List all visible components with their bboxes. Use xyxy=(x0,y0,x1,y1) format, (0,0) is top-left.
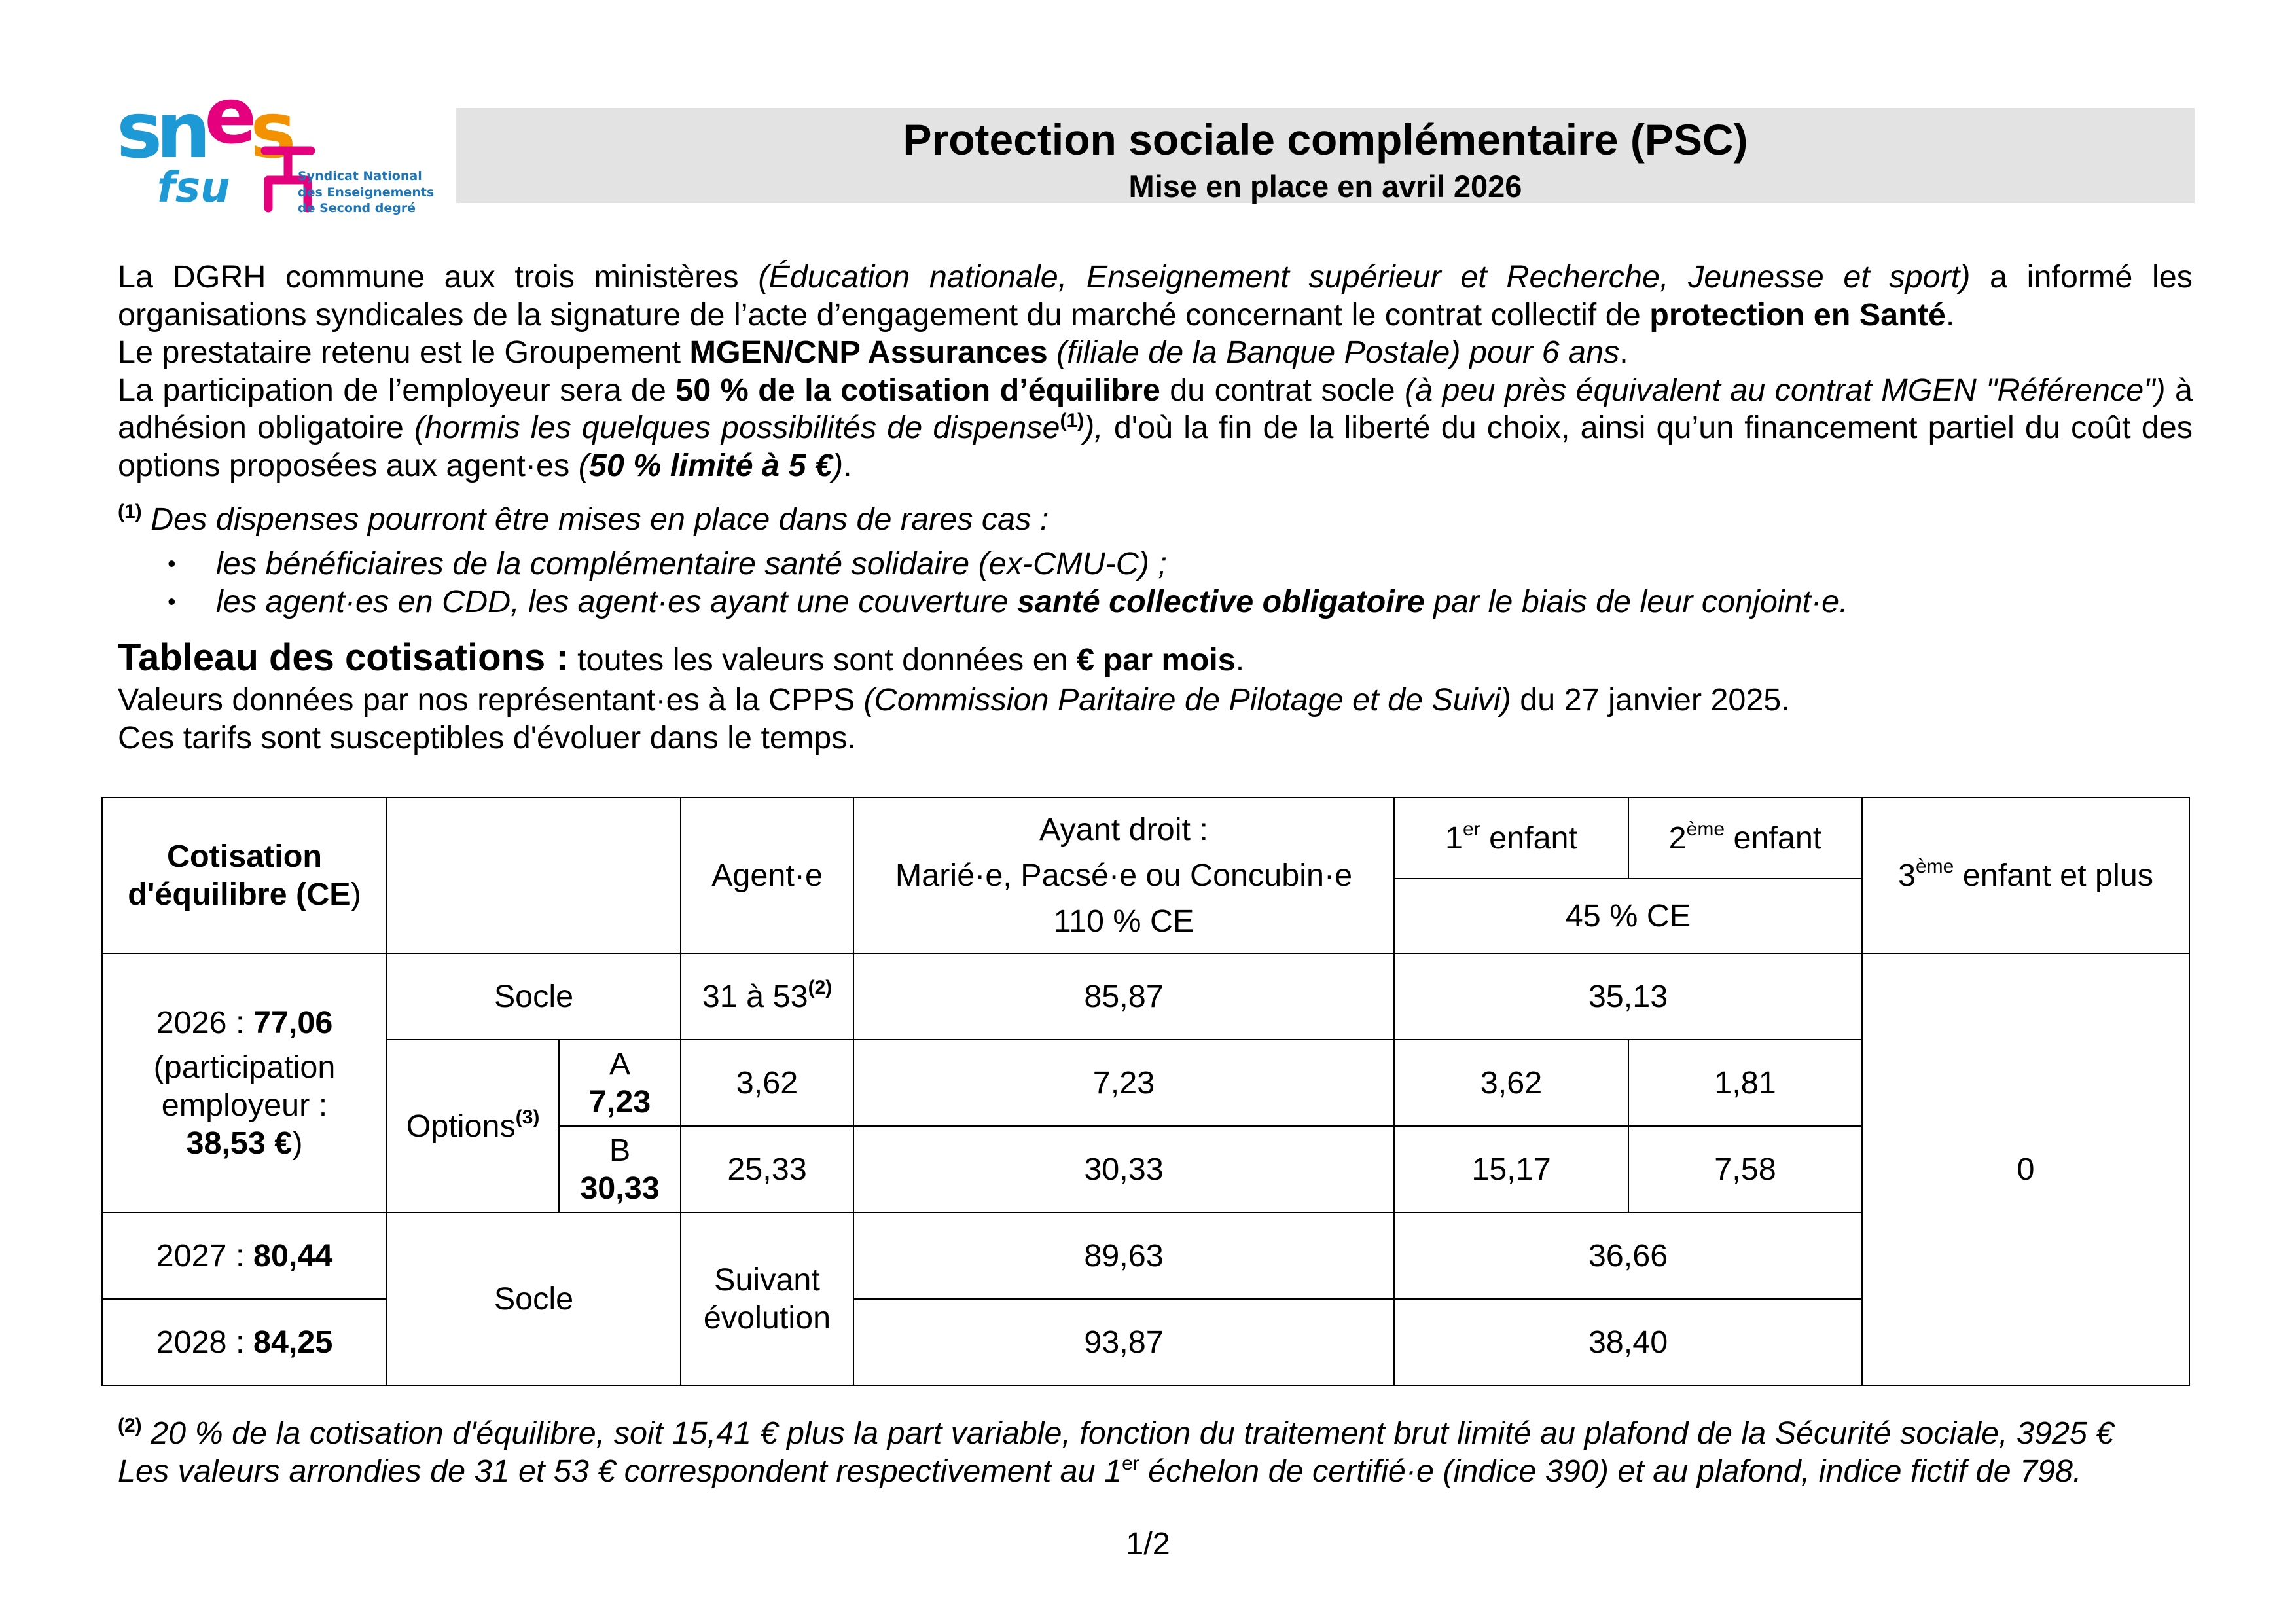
bullet-icon: • xyxy=(168,588,176,615)
header-ce xyxy=(102,797,387,953)
cell-option-b xyxy=(559,1126,681,1213)
cell-socle: Socle xyxy=(387,953,681,1040)
text-run: 50 % limité à 5 € xyxy=(588,447,833,483)
dispense-note xyxy=(118,501,1049,538)
text-run: échelon de certifié·e (indice 390) et au plafond, indice fictif de 798. xyxy=(1139,1453,2082,1489)
text-run: Cotisation d'équilibre ( xyxy=(128,839,323,912)
text-run: 77,06 xyxy=(253,1005,333,1040)
text-run: 3 xyxy=(1897,858,1916,893)
text-run: ( xyxy=(578,447,589,483)
tableau-line: Ces tarifs sont susceptibles d'évoluer dans le temps. xyxy=(118,720,857,756)
page-title: Protection sociale complémentaire (PSC) xyxy=(903,115,1748,164)
logo-letter-n: n xyxy=(156,85,205,175)
cell-2028-ayant: 93,87 xyxy=(853,1299,1394,1385)
footnote-marker: (1) xyxy=(118,501,142,522)
text-run: . xyxy=(843,447,852,483)
header-ayant-droit xyxy=(853,797,1394,953)
cotisations-table xyxy=(101,797,2190,1386)
header-empty xyxy=(387,797,681,953)
text-run: ), xyxy=(1084,410,1103,445)
text-run: (à peu près équivalent au contrat MGEN "Référence") xyxy=(1405,372,2166,408)
text-run: La DGRH commune aux trois ministères xyxy=(118,259,759,295)
text-run: Marié·e, Pacsé·e ou Concubin·e xyxy=(895,858,1353,893)
text-run: 2 xyxy=(1668,820,1687,856)
text-run: ème xyxy=(1686,818,1725,840)
bullet-icon: • xyxy=(168,550,176,577)
intro-paragraph-dgrh xyxy=(118,259,2193,334)
tableau-subtext xyxy=(118,681,1790,757)
text-run: MGEN/CNP Assurances xyxy=(689,335,1048,370)
text-run: toutes les valeurs sont données en xyxy=(568,642,1077,678)
dispense-list xyxy=(118,545,1848,621)
text-run: 38,53 € xyxy=(186,1125,293,1161)
text-run: 84,25 xyxy=(253,1324,333,1360)
text-run: du contrat socle xyxy=(1160,372,1405,408)
text-run: 2027 : xyxy=(156,1238,253,1273)
cell-2027-enfant: 36,66 xyxy=(1394,1213,1862,1299)
footnote-2 xyxy=(118,1414,2113,1490)
cell-option-a-agent: 3,62 xyxy=(681,1040,853,1126)
logo-fsu: fsu xyxy=(157,164,230,212)
cell-2028-ce xyxy=(102,1299,387,1385)
text-run: . xyxy=(1235,642,1245,678)
logo-letter-e: e xyxy=(204,71,251,161)
text-run: A xyxy=(609,1046,631,1082)
text-run: enfant xyxy=(1480,820,1577,856)
cell-socle-enfant: 35,13 xyxy=(1394,953,1862,1040)
text-run: 80,44 xyxy=(253,1238,333,1273)
header-agent: Agent·e xyxy=(681,797,853,953)
text-run: (participation employeur : xyxy=(153,1049,336,1123)
text-run: 30,33 xyxy=(580,1171,660,1206)
tableau-line xyxy=(118,681,1790,719)
intro-text xyxy=(118,259,2193,484)
text-run: ) xyxy=(832,447,844,483)
cell-option-b-e2: 7,58 xyxy=(1628,1126,1862,1213)
text-run: € par mois xyxy=(1077,642,1236,678)
text-run: B xyxy=(609,1133,631,1168)
text-run: les agent·es en CDD, les agent·es ayant une couverture xyxy=(216,584,1017,619)
text-run: ) xyxy=(350,877,361,912)
logo-letter-s: s xyxy=(117,85,156,175)
text-run: La participation de l’employeur sera de xyxy=(118,372,676,408)
text-run xyxy=(1048,335,1056,370)
cell-socle-agent xyxy=(681,953,853,1040)
cell-options xyxy=(387,1040,559,1213)
cell-suivant: Suivant évolution xyxy=(681,1213,853,1385)
text-run: Le prestataire retenu est le Groupement xyxy=(118,335,690,370)
text-run: 31 à 53 xyxy=(702,979,808,1014)
logo-tagline xyxy=(298,168,461,217)
text-run: er xyxy=(1462,818,1480,840)
section-heading: Tableau des cotisations : xyxy=(118,636,569,679)
footnote-ref: (1) xyxy=(1060,409,1085,431)
text-run: ) xyxy=(292,1125,303,1161)
text-run: 50 % de la cotisation d’équilibre xyxy=(675,372,1160,408)
text-run: 2026 : xyxy=(156,1005,253,1040)
text-run: ème xyxy=(1915,856,1954,877)
text-run: er xyxy=(1122,1453,1139,1474)
cell-socle-ayant: 85,87 xyxy=(853,953,1394,1040)
text-run: santé collective obligatoire xyxy=(1016,584,1425,619)
text-run: (hormis les quelques possibilités de dispense xyxy=(414,410,1060,445)
header-enfant-3 xyxy=(1862,797,2189,953)
text-run: Les valeurs arrondies de 31 et 53 € correspondent respectivement au 1 xyxy=(118,1453,1122,1489)
cell-enfant-3: 0 xyxy=(1862,953,2189,1385)
cell-option-a xyxy=(559,1040,681,1126)
header-enfant-2 xyxy=(1628,797,1862,879)
text-run: a informé les organisations syndicales de la signature de l’acte d’engagement du marché concernant le contrat collectif de xyxy=(118,259,2193,333)
list-item xyxy=(118,545,1848,583)
cell-socle-future: Socle xyxy=(387,1213,681,1385)
logo-tagline-line: des Enseignements xyxy=(298,185,435,200)
text-run: (Éducation nationale, Enseignement supérieur et Recherche, Jeunesse et sport) xyxy=(758,259,1971,295)
footnote-marker: (2) xyxy=(118,1415,142,1436)
text-run: protection en Santé xyxy=(1649,297,1946,333)
text-run: CE xyxy=(306,877,351,912)
text-run: 2028 : xyxy=(156,1324,253,1360)
text-run: Des dispenses pourront être mises en place dans de rares cas : xyxy=(141,501,1049,537)
cell-2026-ce xyxy=(102,953,387,1213)
footnote-ref: (2) xyxy=(808,977,833,998)
cell-2027-ce xyxy=(102,1213,387,1299)
cell-option-a-e1: 3,62 xyxy=(1394,1040,1628,1126)
intro-paragraph-participation xyxy=(118,372,2193,485)
text-run: par le biais de leur conjoint·e. xyxy=(1424,584,1848,619)
cell-option-b-agent: 25,33 xyxy=(681,1126,853,1213)
cell-2028-enfant: 38,40 xyxy=(1394,1299,1862,1385)
text-run: Options xyxy=(406,1108,516,1144)
text-run: d'où la fin de la liberté du choix, ainsi qu’un financement partiel du coût des options proposées aux agent·es xyxy=(118,410,2193,483)
page-subtitle: Mise en place en avril 2026 xyxy=(1128,169,1522,204)
text-run: Valeurs données par nos représentant·es à la CPPS xyxy=(118,682,864,718)
text-run: 20 % de la cotisation d'équilibre, soit 15,41 € plus la part variable, fonction du traitement brut limité au plafond de la Sécurité sociale, 3925 € xyxy=(141,1415,2114,1451)
text-run: à adhésion obligatoire xyxy=(118,372,2193,445)
table-row xyxy=(102,953,2189,1040)
cell-option-b-e1: 15,17 xyxy=(1394,1126,1628,1213)
header-enfant-1 xyxy=(1394,797,1628,879)
text-run: 110 % CE xyxy=(1053,903,1194,939)
logo-letter-s2: s xyxy=(250,85,290,175)
cell-2027-ayant: 89,63 xyxy=(853,1213,1394,1299)
text-run: du 27 janvier 2025. xyxy=(1511,682,1790,718)
text-run: . xyxy=(1945,297,1955,333)
text-run: 1 xyxy=(1445,820,1463,856)
text-run: les bénéficiaires de la complémentaire santé solidaire (ex-CMU-C) ; xyxy=(216,546,1167,581)
text-run: Ayant droit : xyxy=(1039,812,1208,847)
text-run: 7,23 xyxy=(588,1084,651,1120)
list-item xyxy=(118,583,1848,621)
tableau-heading xyxy=(118,638,1244,680)
text-run: enfant et plus xyxy=(1954,858,2154,893)
title-box xyxy=(456,108,2195,203)
header-enfants-pct: 45 % CE xyxy=(1394,879,1862,953)
table-header-row xyxy=(102,797,2189,879)
footnote-ref: (3) xyxy=(515,1106,540,1128)
logo-tagline-line: Syndicat National xyxy=(298,169,422,183)
cell-option-a-ayant: 7,23 xyxy=(853,1040,1394,1126)
page-number: 1/2 xyxy=(1126,1526,1170,1561)
text-run: . xyxy=(1619,335,1628,370)
logo-tagline-line: de Second degré xyxy=(298,201,416,216)
snes-fsu-logo xyxy=(111,69,478,229)
text-run: enfant xyxy=(1725,820,1822,856)
text-run: (Commission Paritaire de Pilotage et de Suivi) xyxy=(863,682,1511,718)
intro-paragraph-prestataire xyxy=(118,334,2193,372)
text-run: (filiale de la Banque Postale) pour 6 ans xyxy=(1056,335,1620,370)
cell-option-b-ayant: 30,33 xyxy=(853,1126,1394,1213)
cell-option-a-e2: 1,81 xyxy=(1628,1040,1862,1126)
